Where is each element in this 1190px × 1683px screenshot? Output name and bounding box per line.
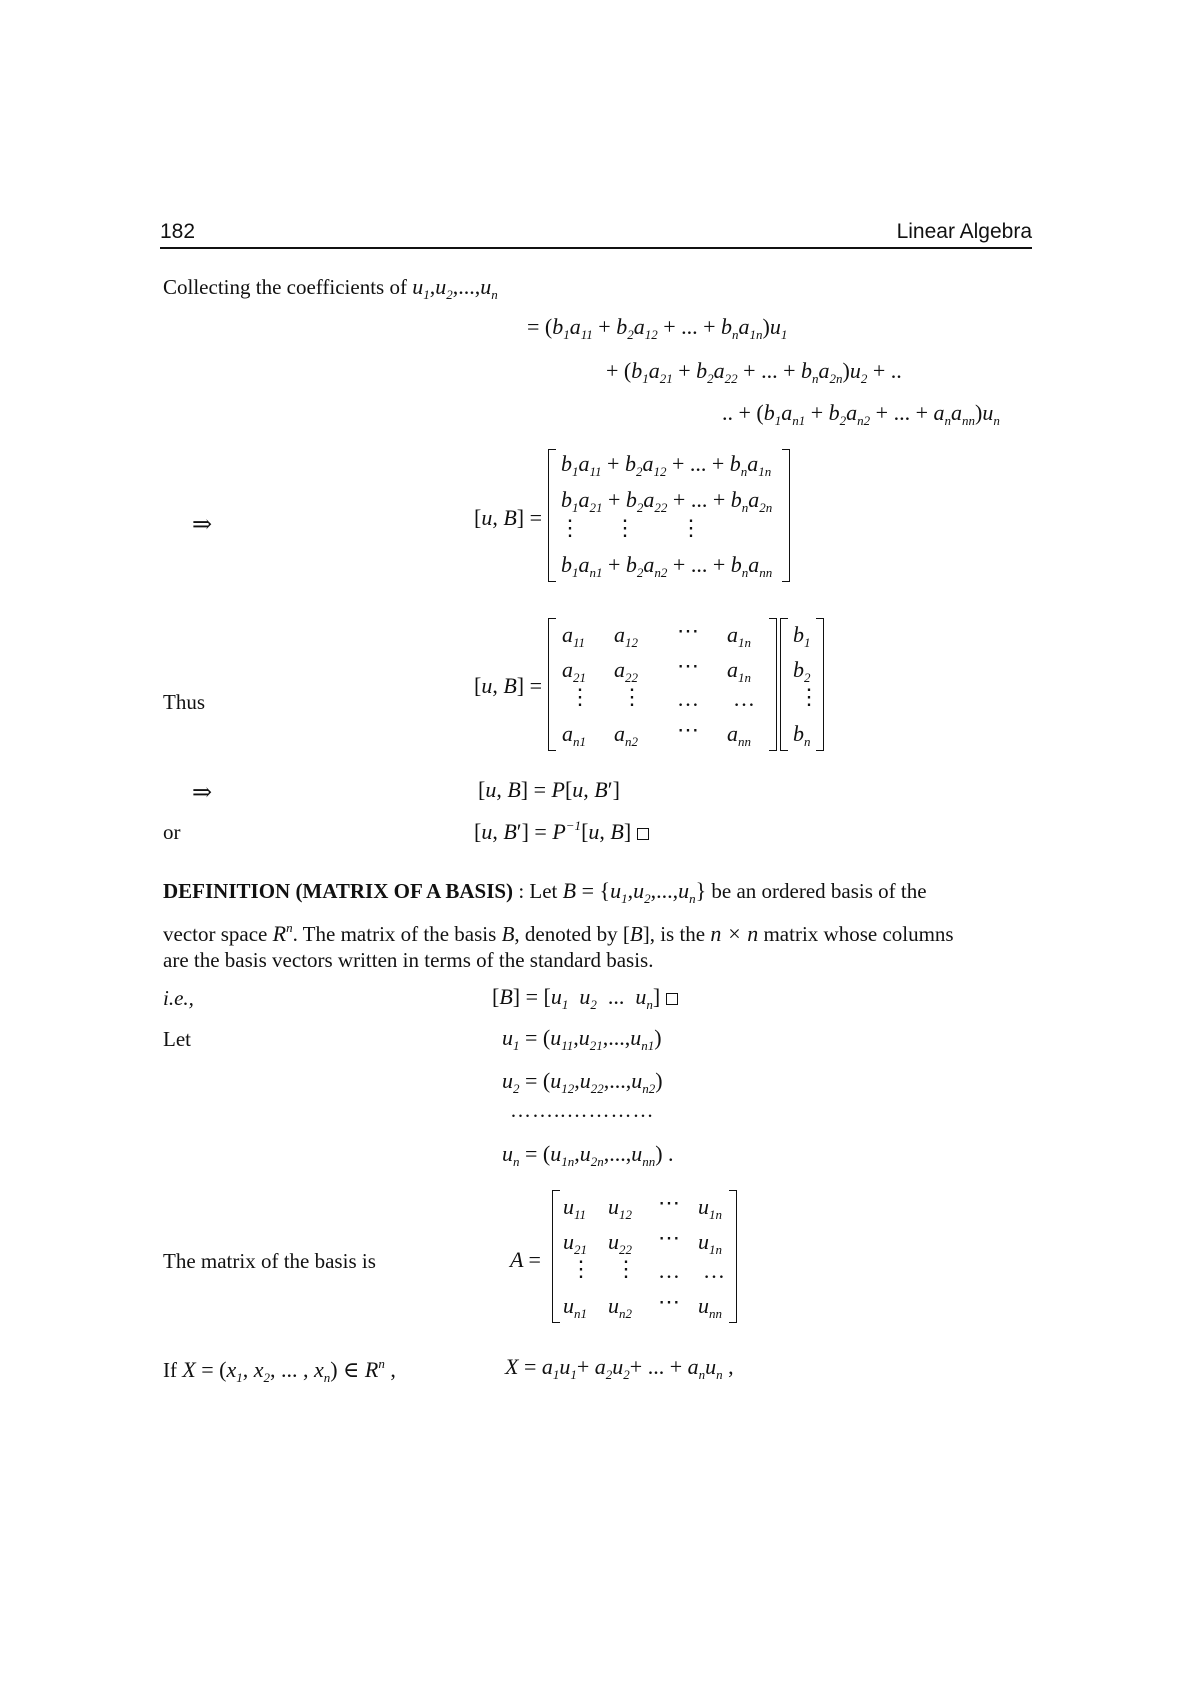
vector-cell: $b_2$ <box>793 657 811 685</box>
definition-set: $B = \{u_1,u_2,...,u_n\}$ <box>562 878 707 906</box>
matrix-cell: $u_{11}$ <box>563 1194 587 1222</box>
collect-lead-text: Collecting the coefficients of <box>163 275 413 299</box>
b-vector <box>780 618 824 751</box>
collect-line-3: .. + ($b_1a_{n1} + b_2a_{n2}$ + ... + $a_na_{nn})u_n$ <box>722 400 1000 428</box>
matrix-cell: … <box>733 686 755 711</box>
matrix-cell: ⋯ <box>658 1190 680 1215</box>
matrix-cell: ⋯ <box>658 1225 680 1250</box>
matrix-cell: ⋯ <box>658 1289 680 1314</box>
matrix-cell: ⋮ <box>570 1256 592 1281</box>
thus-label: Thus <box>163 690 205 714</box>
vector-cell: $b_n$ <box>793 721 811 749</box>
matrix-cell: $u_{1n}$ <box>698 1229 722 1257</box>
matrix-cell: $u_{n1}$ <box>563 1293 587 1321</box>
definition-text: , denoted by [ <box>514 922 630 946</box>
definition-text: matrix whose columns <box>758 922 954 946</box>
definition-line-2 <box>163 920 954 947</box>
definition-line-3: are the basis vectors written in terms of the standard basis. <box>163 948 654 972</box>
matrix-cell: … <box>677 686 699 711</box>
matrix-cell: ⋯ <box>677 653 699 678</box>
matrix-cell: $u_{nn}$ <box>698 1293 722 1321</box>
implies2-equation: [u, B] = P[u, B′] <box>478 777 620 802</box>
matrix-cell: $a_{n1}$ <box>562 721 586 749</box>
definition-title: DEFINITION (MATRIX OF A BASIS) <box>163 879 514 903</box>
implies-arrow-2: ⇒ <box>192 780 213 806</box>
implies1-column-matrix: $b_1a_{11} + b_2a_{12}$ + ... + $b_na_{1n}$ $b_1a_{21} + b_2a_{22}$ + ... + $b_na_{2n}$ ⋮ ⋮ ⋮ $b_1a_{n1} + b_2a_{n2}$ + ... + $b_na_{nn}$ <box>548 449 790 582</box>
coefficient-matrix <box>548 618 777 751</box>
u2-definition: $u_2 = (u_{12},u_{22},...,u_{n2})$ <box>502 1068 663 1096</box>
qed-icon <box>637 828 649 840</box>
collect-line-1: = ($b_1a_{11} + b_2a_{12}$ + ... + $b_na_{1n})u_1$ <box>527 314 788 342</box>
definition-text: ], is the <box>642 922 711 946</box>
nxn-symbol: n × n <box>710 921 759 946</box>
collect-lead-math: $u_1,u_2,...,u_n$ <box>412 274 498 302</box>
matrix-cell: $u_{12}$ <box>608 1194 632 1222</box>
definition-basis-symbol: B <box>629 922 643 946</box>
matrix-cell: ⋮ <box>615 1256 637 1281</box>
matrix-cell: … <box>703 1258 725 1283</box>
vector-cell: ⋮ <box>798 684 820 709</box>
collect-line-2: + ($b_1a_{21} + b_2a_{22}$ + ... + $b_na_{2n})u_2$ + .. <box>606 358 902 386</box>
matrix-cell: $u_{n2}$ <box>608 1293 632 1321</box>
definition-tail: be an ordered basis of the <box>706 879 927 903</box>
basis-matrix <box>552 1190 737 1323</box>
matrix-cell: ⋮ <box>621 684 643 709</box>
thus-lhs: [u, B] = <box>474 673 543 698</box>
matrix-cell: $a_{21}$ <box>562 657 586 685</box>
matrix-cell: $a_{nn}$ <box>727 721 751 749</box>
u1-definition: $u_1 = (u_{11},u_{21},...,u_{n1})$ <box>502 1025 662 1053</box>
ie-label: i.e., <box>163 986 194 1010</box>
matrix-row-2: $b_1a_{21} + b_2a_{22}$ + ... + $b_na_{2n}$ <box>561 487 773 515</box>
matrix-cell: $a_{n2}$ <box>614 721 638 749</box>
matrix-cell: $u_{22}$ <box>608 1229 632 1257</box>
implies-arrow-1: ⇒ <box>192 512 213 538</box>
matrix-cell: ⋮ <box>569 684 591 709</box>
qed-icon <box>666 993 678 1005</box>
page-number: 182 <box>160 220 196 243</box>
matrix-cell: $a_{22}$ <box>614 657 638 685</box>
matrix-row-1: $b_1a_{11} + b_2a_{12}$ + ... + $b_na_{1n}$ <box>561 451 772 479</box>
or-equation: [u, $B'] = P^{-1}[u$, B] <box>474 818 649 845</box>
if-equation: $X = a_1u_1+ a_2u_2+$ ... + $a_nu_n$ , <box>505 1354 734 1382</box>
header-rule <box>160 247 1032 249</box>
collect-lead <box>163 274 498 303</box>
matrix-cell: ⋯ <box>677 618 699 643</box>
let-label: Let <box>163 1027 191 1051</box>
running-title: Linear Algebra <box>896 220 1032 243</box>
if-condition: $X = (x_1$, $x_2$, ... , $x_n$) ∈ $R^n$ , <box>182 1356 396 1385</box>
definition-line-1 <box>163 878 927 907</box>
rn-symbol: $R^n$ <box>272 920 293 946</box>
matrix-row-n: $b_1a_{n1} + b_2a_{n2}$ + ... + $b_na_{nn}$ <box>561 552 773 580</box>
vector-cell: $b_1$ <box>793 622 811 650</box>
matrix-cell: $u_{21}$ <box>563 1229 587 1257</box>
matrix-cell: $a_{12}$ <box>614 622 638 650</box>
or-label: or <box>163 820 181 844</box>
matrix-cell: $u_{1n}$ <box>698 1194 722 1222</box>
basis-matrix-lhs: A = <box>510 1247 541 1272</box>
definition-text: vector space <box>163 922 273 946</box>
matrix-cell: $a_{1n}$ <box>727 622 751 650</box>
implies1-lhs: [u, B] = <box>474 505 543 530</box>
ie-equation: $[B] = [u_1$ $u_2$ ... $u_n$] <box>492 984 678 1013</box>
definition-sep: : Let <box>513 879 563 903</box>
un-definition: $u_n = (u_{1n},u_{2n},...,u_{nn})$ . <box>502 1141 674 1169</box>
definition-basis-symbol: B <box>501 922 515 946</box>
basis-matrix-label: The matrix of the basis is <box>163 1249 376 1273</box>
definition-text: . The matrix of the basis <box>292 922 502 946</box>
matrix-cell: $a_{1n}$ <box>727 657 751 685</box>
matrix-cell: ⋯ <box>677 717 699 742</box>
matrix-cell: $a_{11}$ <box>562 622 586 650</box>
if-line <box>163 1356 396 1386</box>
ellipsis-row: ……..………… <box>510 1098 655 1122</box>
matrix-cell: … <box>658 1258 680 1283</box>
if-label: If <box>163 1358 177 1382</box>
